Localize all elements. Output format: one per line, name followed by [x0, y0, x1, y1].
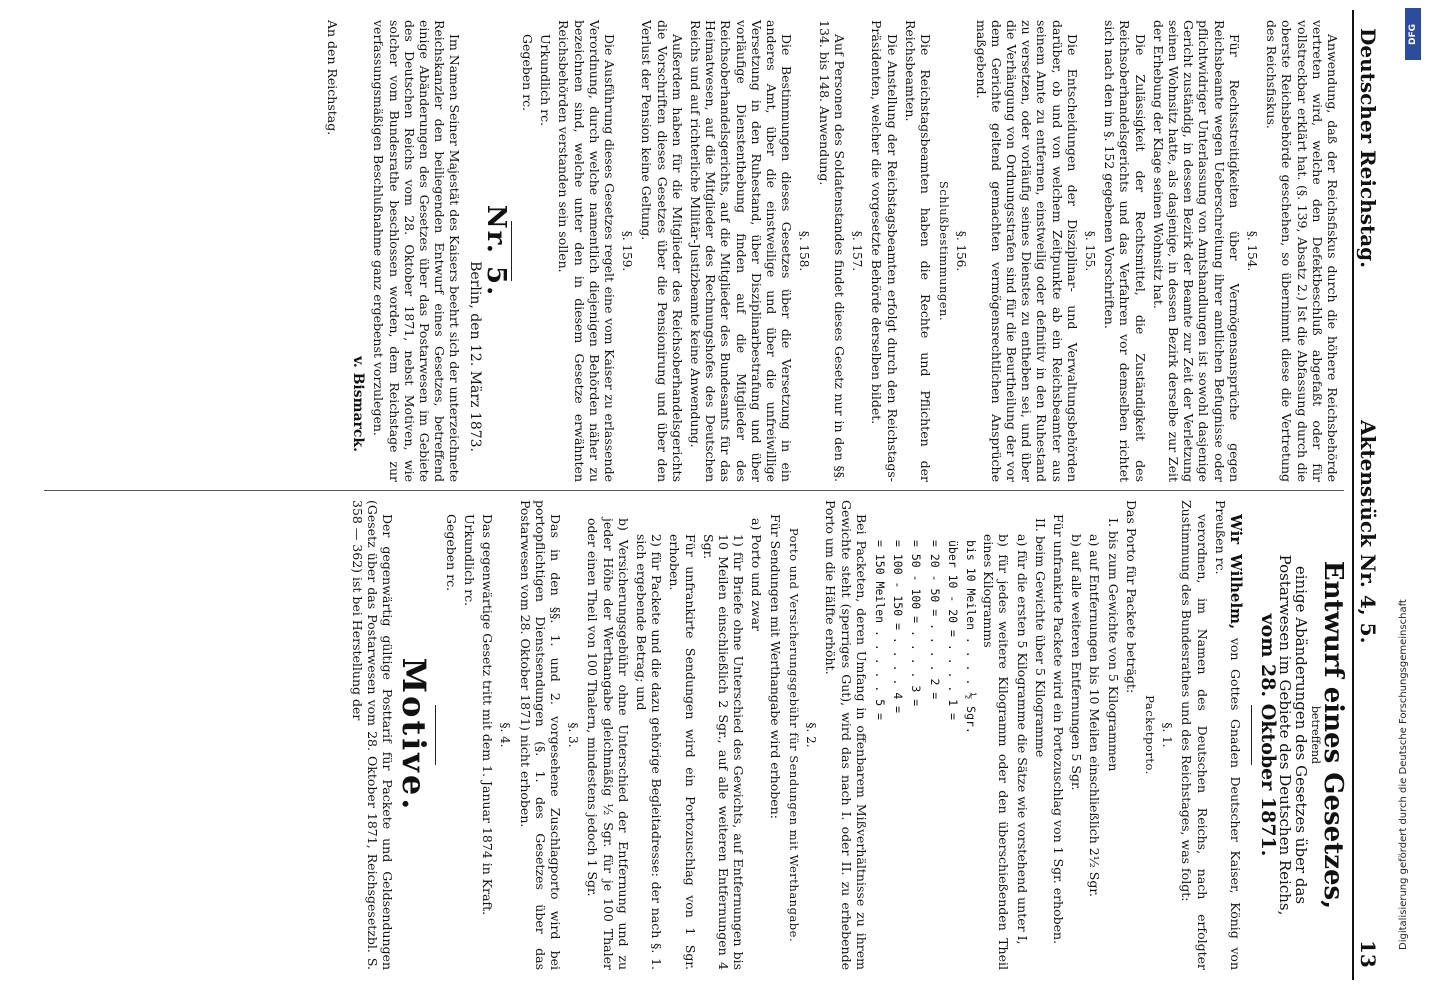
section-number: §. 154. [1244, 230, 1259, 272]
paragraph: Für unfrankirte Packete wird ein Portozuschlag von 1 Sgr. erhoben. [1050, 514, 1066, 945]
paragraph: Die Zulässigkeit der Rechtsmittel, die Zuständigkeit des Reichsoberhandelsgerichts und das Verfahren vor demselben richtet sich nach den im §. 152 gegebenen Vorschriften. [1102, 20, 1148, 482]
section-number: §. 159. [620, 230, 635, 272]
list-item: a) auf Entfernungen bis 10 Meilen einschließlich 2½ Sgr. [1087, 534, 1103, 897]
draft-title: Entwurf eines Gesetzes, [1318, 560, 1348, 910]
rate-table-row: = 20 - 50 = . . . . 2 = [927, 540, 942, 700]
law-title-line-1: einige Abänderungen des Gesetzes über das [1291, 565, 1310, 905]
section-number: §. 3. [566, 722, 581, 748]
rate-table-row: über 10 - 20 = . . . . 1 = [945, 540, 960, 721]
list-item: 2) für Packete und die dazu gehörige Begleitadresse: der nach §. 1. sich ergebende Betrag; und [634, 534, 665, 970]
header-left: Deutscher Reichstag. [1356, 28, 1380, 269]
section-heading: Packetporto. [1142, 695, 1157, 775]
dfg-logo: DFG [1405, 8, 1421, 60]
rate-table-row: = 100 - 150 = . . . . 4 = [891, 540, 906, 714]
gegeben: Gegeben rc. [520, 34, 536, 112]
paragraph: Auf Personen des Soldatenstandes findet dieses Gesetz nur in den §§. 134. bis 148. Anwendung. [816, 20, 847, 482]
paragraph: Die Anstellung der Reichstagsbeamten erfolgt durch den Reichstags-Präsidenten, welcher die vorgesetzte Behörde derselben bildet. [869, 20, 900, 482]
paragraph: Der gegenwärtig gültige Posttarif für Packete und Geldsendungen (Gesetz über das Postarwesen vom 28. Oktober 1871, Reichsgesetzbl. S. 358 — 362) ist bei Herstellung der [350, 500, 396, 970]
paragraph: Für Sendungen mit Werthangabe wird erhoben: [767, 514, 783, 819]
header-center: Aktenstück Nr. 4, 5. [1356, 420, 1380, 644]
monarch-name: Wir Wilhelm, [1226, 514, 1245, 630]
section-heading: Schlußbestimmungen. [937, 180, 952, 322]
urkundlich: Urkundlich rc. [538, 34, 554, 127]
paragraph: Im Namen Seiner Majestät des Kaisers beehrt sich der unterzeichnete Reichskanzler den beiliegenden Entwurf eines Gesetzes, betreffend einige Abänderungen des Gesetzes über das Postarwesen im Gebiete des Deutschen Reichs vom 28. Oktober 1871, nebst Motiven, wie solcher vom Bundesrathe beschlossen worden, dem Reichstage zur verfassungsmäßigen Beschlußnahme ganz ergebenst vorzulegen. [371, 20, 463, 482]
separator [435, 705, 436, 765]
page-number: 13 [1356, 940, 1380, 968]
left-column [322, 20, 1340, 482]
paragraph: verordnen, im Namen des Deutschen Reichs, nach erfolgter Zustimmung des Bundesrathes und des Reichstages, was folgt: [1179, 500, 1210, 970]
paragraph: Bei Packeten, deren Umfang in offenbarem Mißverhältnisse zu ihrem Gewichte steht (sperriges Gut), wird das nach I. oder II. zu erhebende Porto um die Hälfte erhöht. [823, 500, 869, 970]
law-title-line-2: Postarwesen im Gebiete des Deutschen Reichs, [1276, 554, 1295, 916]
column-divider [44, 490, 1344, 491]
list-item: a) für die ersten 5 Kilogramme die Sätze wie vorstehend unter I, [1014, 534, 1030, 945]
separator [511, 221, 512, 281]
paragraph: Die Reichstagsbeamten haben die Rechte und Pflichten der Reichsbeamten. [902, 20, 933, 482]
urkundlich: Urkundlich rc. [462, 514, 478, 607]
paragraph: Die Entscheidungen der Disziplinar- und Verwaltungsbehörden darüber, ob und von welchem Zeitpunkte ab ein Reichsbeamter aus seinem Amte zu entfernen, einstweilig oder definitiv in den Ruhestand zu versetzen, oder vorläufig seines Dienstes zu entheben sei, und über die Verhängung von Ordnungsstrafen sind für die Beurtheilung der vor dem Gerichte geltend gemachten vermögensrechtlichen Ansprüche maßgebend. [973, 20, 1080, 482]
document-number: Nr. 5. [480, 204, 511, 298]
list-item: I. bis zum Gewichte von 5 Kilogrammen [1105, 518, 1121, 772]
paragraph: Das gegenwärtige Gesetz tritt mit dem 1. Januar 1874 in Kraft. [480, 514, 496, 916]
enactment-formula [1213, 500, 1243, 970]
betreffend: betreffend [1308, 705, 1322, 765]
list-item: b) Versicherungsgebühr ohne Unterschied der Entfernung und zu jeder Höhe der Werthangabe gleichmäßig ½ Sgr. für je 100 Thaler oder einen Theil von 100 Thalern, mindestens jedoch 1 Sgr. [585, 518, 631, 970]
section-number: §. 4. [498, 722, 513, 748]
gegeben: Gegeben rc. [443, 514, 459, 592]
list-item: Für unfrankirte Sendungen wird ein Portozuschlag von 1 Sgr. erhoben. [667, 534, 698, 970]
section-number: §. 158. [797, 230, 812, 272]
paragraph: Das in den §§. 1. und 2. vorgesehene Zuschlagporto wird bei portopflichtigen Dienstsendungen (§. 1. des Gesetzes über das Postarwesen vom 28. Oktober 1871) nicht erhoben. [517, 500, 564, 970]
section-number: §. 2. [804, 722, 819, 748]
header-rule [1352, 10, 1354, 980]
list-item: 1) für Briefe ohne Unterschied des Gewichts, auf Entfernungen bis 10 Meilen einschließlich 2 Sgr., auf alle weiteren Entfernungen 4 Sgr. [700, 534, 747, 970]
motive-heading: Motive. [394, 657, 433, 813]
paragraph: Das Porto für Packete beträgt: [1123, 500, 1139, 694]
section-number: §. 157. [850, 230, 865, 272]
dateline: Berlin, den 12. März 1873. [466, 261, 483, 452]
law-date: vom 28. Oktober 1871. [1257, 613, 1280, 857]
section-number: §. 156. [954, 230, 969, 272]
right-column [347, 500, 1348, 971]
list-item: a) Porto und zwar [749, 518, 765, 632]
section-number: §. 1. [1160, 722, 1175, 748]
page-header [1356, 0, 1432, 1000]
rate-table-row: = 50 - 100 = . . . . 3 = [909, 540, 924, 707]
list-item: b) auf alle weiteren Entfernungen 5 Sgr. [1069, 534, 1085, 791]
list-item: b) für jedes weitere Kilogramm oder den überschießenden Theil eines Kilogramms [981, 534, 1012, 970]
digitization-credit: Digitalisierung gefördert durch die Deutsche Forschungsgemeinschaft [1398, 599, 1409, 950]
addressee: An den Reichstag. [325, 20, 341, 136]
paragraph: Anwendung, daß der Reichsfiskus durch die höhere Reichsbehörde vertreten wird, welche den Defektbeschluß abgefaßt oder für vollstreckbar erklärt hat. (§. 139, Absatz 2.) Ist die Abfassung durch die oberste Reichsbehörde geschehen, so übernimmt diese die Vertretung des Reichsfiskus. [1264, 20, 1340, 482]
signature: v. Bismarck. [350, 356, 367, 452]
monarch-title: von Gottes Gnaden Deutscher Kaiser, König von Preußen rc. [1212, 500, 1243, 971]
paragraph: Für Rechtsstreitigkeiten über Vermögensansprüche gegen Reichsbeamte wegen Ueberschreitung ihrer amtlichen Befugnisse oder pflichtwidriger Unterlassung von Amtshandlungen ist sowohl dasjenige Gericht zuständig, in dessen Bezirk der Beamte zur Zeit der Verletzung seinen Wohnsitz hatte, als dasjenige, in dessen Bezirk derselbe zur Zeit der Erhebung der Klage seinen Wohnsitz hat. [1150, 20, 1242, 482]
paragraph: Die Bestimmungen dieses Gesetzes über die Versetzung in ein anderes Amt, über die einstweilige und über die unfreiwillige Versetzung in den Ruhestand, über Disziplinarbestrafung und über vorläufige Dienstenthebung finden auf die Mitglieder des Reichsoberhandelsgerichts, auf die Mitglieder des Bundesamts für das Heimatwesen, auf die Mitglieder des Rechnungshofes des Deutschen Reichs und auf richterliche Militär-Justizbeamte keine Anwendung. [688, 20, 795, 482]
section-heading: Porto und Versicherungsgebühr für Sendungen mit Werthangabe. [786, 527, 801, 943]
separator [1251, 705, 1252, 765]
rate-table-row: = 150 Meilen . . . . . 5 = [872, 540, 887, 721]
list-item: II. beim Gewichte über 5 Kilogramme [1032, 518, 1048, 758]
paragraph: Die Ausführung dieses Gesetzes regelt eine vom Kaiser zu erlassende Verordnung, durch welche namentlich diejenigen Behörden näher zu bezeichnen sind, welche unter den in diesem Gesetze erwähnten Reichsbehörden verstanden sein sollen. [556, 20, 618, 482]
paragraph: Außerdem haben für die Mitglieder des Reichsoberhandelsgerichts die Vorschriften dieses Gesetzes über die Pensionirung und über den Verlust der Pension keine Geltung. [639, 20, 685, 482]
rate-table-row: bis 10 Meilen . . . . ½ Sgr. [963, 540, 978, 734]
section-number: §. 155. [1082, 230, 1097, 272]
